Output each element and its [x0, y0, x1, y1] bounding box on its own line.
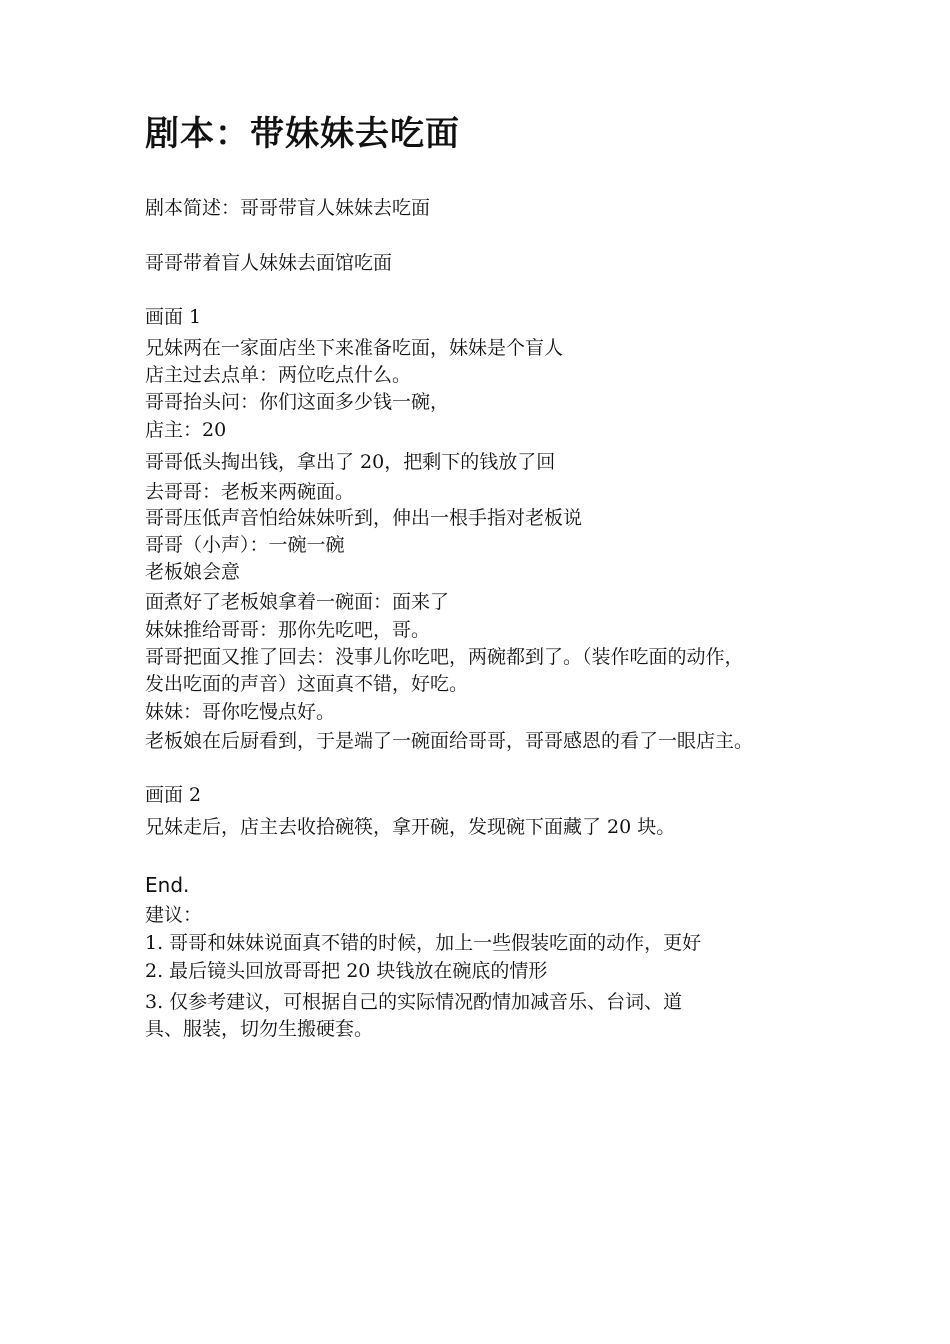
scene-1-line: 哥哥抬头问：你们这面多少钱一碗， [145, 391, 450, 413]
scene-1-line: 兄妹两在一家面店坐下来准备吃面，妹妹是个盲人 [145, 337, 564, 359]
script-intro: 哥哥带着盲人妹妹去面馆吃面 [145, 252, 393, 274]
scene-2-line: 兄妹走后，店主去收拾碗筷，拿开碗，发现碗下面藏了 20 块。 [145, 816, 676, 838]
scene-1-line: 哥哥把面又推了回去：没事儿你吃吧，两碗都到了。（装作吃面的动作， [145, 646, 744, 668]
scene-1-line: 老板娘在后厨看到，于是端了一碗面给哥哥，哥哥感恩的看了一眼店主。 [145, 730, 754, 752]
scene-1-line: 去哥哥：老板来两碗面。 [145, 481, 355, 503]
scene-1-line: 发出吃面的声音）这面真不错，好吃。 [145, 673, 469, 695]
document-title: 剧本：带妹妹去吃面 [145, 114, 460, 154]
suggestion-item: 2. 最后镜头回放哥哥把 20 块钱放在碗底的情形 [145, 960, 548, 982]
scene-1-line: 哥哥（小声）：一碗一碗 [145, 534, 345, 556]
scene-1-line: 哥哥压低声音怕给妹妹听到，伸出一根手指对老板说 [145, 507, 583, 529]
scene-1-line: 妹妹推给哥哥：那你先吃吧，哥。 [145, 619, 431, 641]
scene-1-line: 店主过去点单：两位吃点什么。 [145, 364, 412, 386]
scene-1-line: 店主：20 [145, 419, 227, 441]
suggestion-item: 3. 仅参考建议，可根据自己的实际情况酌情加减音乐、台词、道 [145, 991, 683, 1013]
scene-2-heading: 画面 2 [145, 784, 202, 806]
scene-1-line: 妹妹：哥你吃慢点好。 [145, 701, 336, 723]
scene-1-line: 哥哥低头掏出钱，拿出了 20，把剩下的钱放了回 [145, 451, 556, 473]
script-summary: 剧本简述：哥哥带盲人妹妹去吃面 [145, 197, 431, 219]
suggestion-item: 具、服装，切勿生搬硬套。 [145, 1018, 374, 1040]
scene-1-line: 面煮好了老板娘拿着一碗面：面来了 [145, 591, 450, 613]
scene-1-line: 老板娘会意 [145, 561, 241, 583]
suggestion-item: 1. 哥哥和妹妹说面真不错的时候，加上一些假装吃面的动作，更好 [145, 932, 702, 954]
suggestions-heading: 建议： [145, 904, 203, 926]
end-label: End. [145, 873, 190, 897]
scene-1-heading: 画面 1 [145, 306, 202, 328]
